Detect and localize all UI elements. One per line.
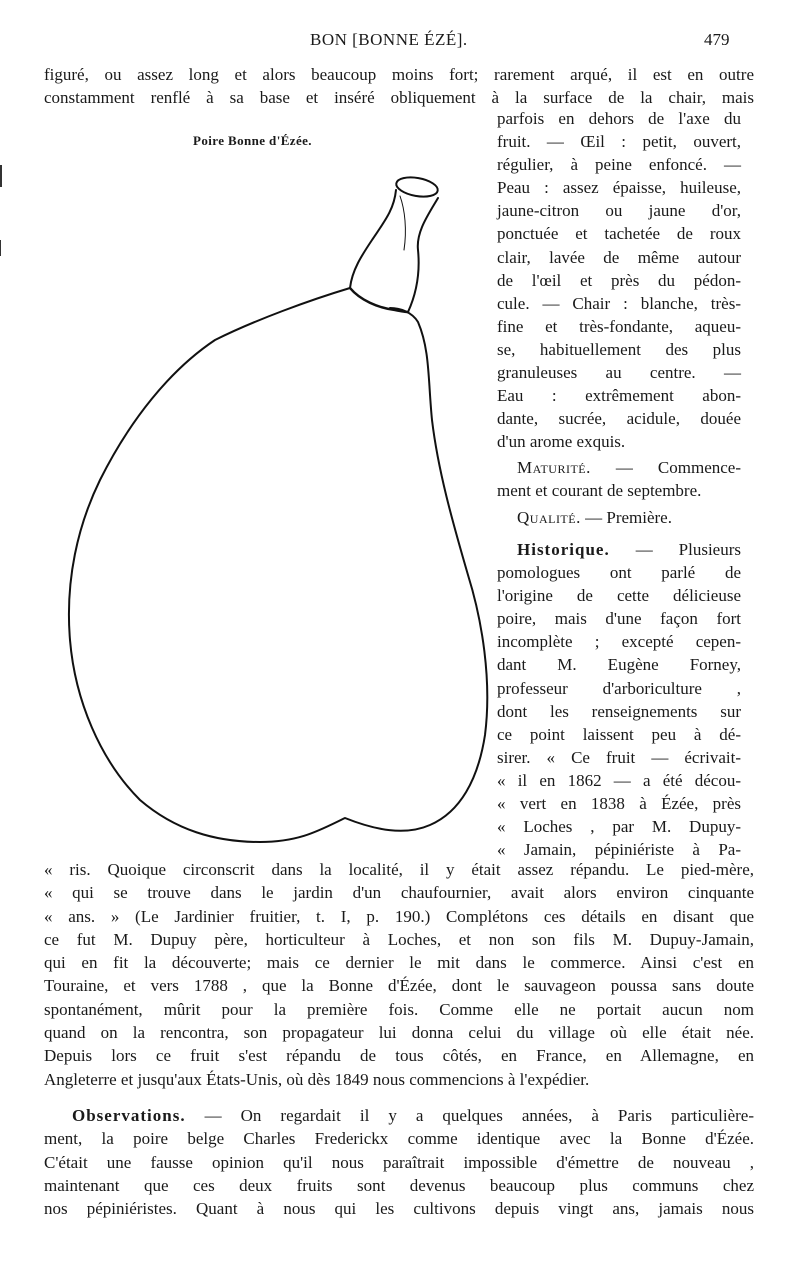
text-line: l'origine de cette délicieuse <box>497 586 741 606</box>
text-line: incomplète ; excepté cepen- <box>497 632 741 652</box>
text-line: Eau : extrêmement abon- <box>497 386 741 406</box>
text-line: professeur d'arboriculture , <box>497 678 741 698</box>
text-line: ce fut M. Dupuy père, horticulteur à Loches, et non son fils M. Dupuy-Jamain, <box>44 929 754 949</box>
qualite-section <box>497 508 741 531</box>
right-column <box>497 109 741 455</box>
text-line: fruit. — Œil : petit, ouvert, <box>497 132 741 152</box>
observations-section <box>44 1104 754 1220</box>
historique-continuation <box>44 858 754 1091</box>
text-line: ce point laissent peu à dé- <box>497 724 741 744</box>
text-line: ment, la poire belge Charles Frederickx comme identique avec la Bonne d'Ézée. <box>44 1129 754 1149</box>
pear-stalk-shade <box>400 196 405 250</box>
pear-body-outline <box>69 288 487 842</box>
historique-first-line: — Plusieurs <box>635 540 742 559</box>
text-line: clair, lavée de même autour <box>497 247 741 267</box>
text-line: régulier, à peine enfoncé. — <box>497 155 741 175</box>
text-line: Touraine, et vers 1788 , que la Bonne d'Ézée, dont le sauvageon poussa sans doute <box>44 976 754 996</box>
text-line: cule. — Chair : blanche, très- <box>497 293 741 313</box>
text-line: maintenant que ces deux fruits sont devenus beaucoup plus communs chez <box>44 1175 754 1195</box>
text-line: « ans. » (Le Jardinier fruitier, t. I, p. 190.) Complétons ces détails en disant que <box>44 906 754 926</box>
historique-section <box>497 540 741 863</box>
text-line: dant M. Eugène Forney, <box>497 655 741 675</box>
text-line: « Loches , par M. Dupuy- <box>497 817 741 837</box>
text-line: constamment renflé à sa base et inséré obliquement à la surface de la chair, mais <box>44 88 754 108</box>
text-line: Depuis lors ce fruit s'est répandu de tous côtés, en France, en Allemagne, en <box>44 1046 754 1066</box>
text-line: dante, sucrée, acidule, douée <box>497 409 741 429</box>
text-line: pomologues ont parlé de <box>497 563 741 583</box>
text-line <box>497 458 741 481</box>
text-line: Peau : assez épaisse, huileuse, <box>497 178 741 198</box>
text-line: « vert en 1838 à Ézée, près <box>497 794 741 814</box>
text-line: granuleuses au centre. — <box>497 363 741 383</box>
qualite-text: — Première. <box>585 508 672 527</box>
text-line: « il en 1862 — a été décou- <box>497 770 741 790</box>
text-line: de l'œil et près du pédon- <box>497 270 741 290</box>
text-line: se, habituellement des plus <box>497 339 741 359</box>
pear-stalk <box>350 190 438 312</box>
text-line: jaune-citron ou jaune d'or, <box>497 201 741 221</box>
text-line: Angleterre et jusqu'aux États-Unis, où dès 1849 nous commencions à l'expédier. <box>44 1069 590 1089</box>
maturite-label: Maturité. <box>517 458 591 477</box>
text-line: « ris. Quoique circonscrit dans la localité, il y était assez répandu. Le pied-mère, <box>44 860 754 879</box>
historique-heading: Historique. <box>517 540 610 559</box>
text-line: dont les renseignements sur <box>497 701 741 721</box>
page-number: 479 <box>704 30 730 49</box>
text-line <box>497 508 741 531</box>
text-line <box>497 540 741 563</box>
text-line: spontanément, mûrit pour la première fois. Comme elle ne portait aucun nom <box>44 999 754 1019</box>
running-head: BON [BONNE ÉZÉ]. <box>310 30 468 49</box>
text-line: d'un arome exquis. <box>497 432 626 452</box>
text-line: C'était une fausse opinion qu'il nous paraîtrait impossible d'émettre de nouveau , <box>44 1152 754 1172</box>
observations-heading: Observations. <box>72 1106 186 1125</box>
text-line: « Jamain, pépiniériste à Pa- <box>497 840 741 860</box>
text-line: sirer. « Ce fruit — écrivait- <box>497 747 741 767</box>
text-line: figuré, ou assez long et alors beaucoup moins fort; rarement arqué, il est en outre <box>44 65 754 84</box>
text-line: nos pépiniéristes. Quant à nous qui les cultivons depuis vingt ans, jamais nous <box>44 1199 754 1219</box>
text-line: poire, mais d'une façon fort <box>497 609 741 629</box>
pear-stalk-tip <box>395 174 439 199</box>
maturite-text: — Commence- <box>615 458 741 477</box>
text-line: fine et très-fondante, aqueu- <box>497 316 741 336</box>
text-line: parfois en dehors de l'axe du <box>497 109 741 128</box>
figure-caption: Poire Bonne d'Ézée. <box>193 133 312 148</box>
qualite-label: Qualité. <box>517 508 581 527</box>
text-line <box>44 1104 754 1127</box>
text-line: « qui se trouve dans le jardin d'un chaufournier, avait alors environ cinquante <box>44 883 754 903</box>
text-line: ponctuée et tachetée de roux <box>497 224 741 244</box>
text-line: ment et courant de septembre. <box>497 481 702 501</box>
maturite-section <box>497 458 741 504</box>
text-line: quand on la rencontra, son propagateur lui donna celui du village où elle était née. <box>44 1023 754 1043</box>
text-line: qui en fit la découverte; mais ce dernier le mit dans le commerce. Ainsi c'est en <box>44 953 754 973</box>
observations-first-line: — On regardait il y a quelques années, à Paris particulière- <box>204 1106 755 1125</box>
